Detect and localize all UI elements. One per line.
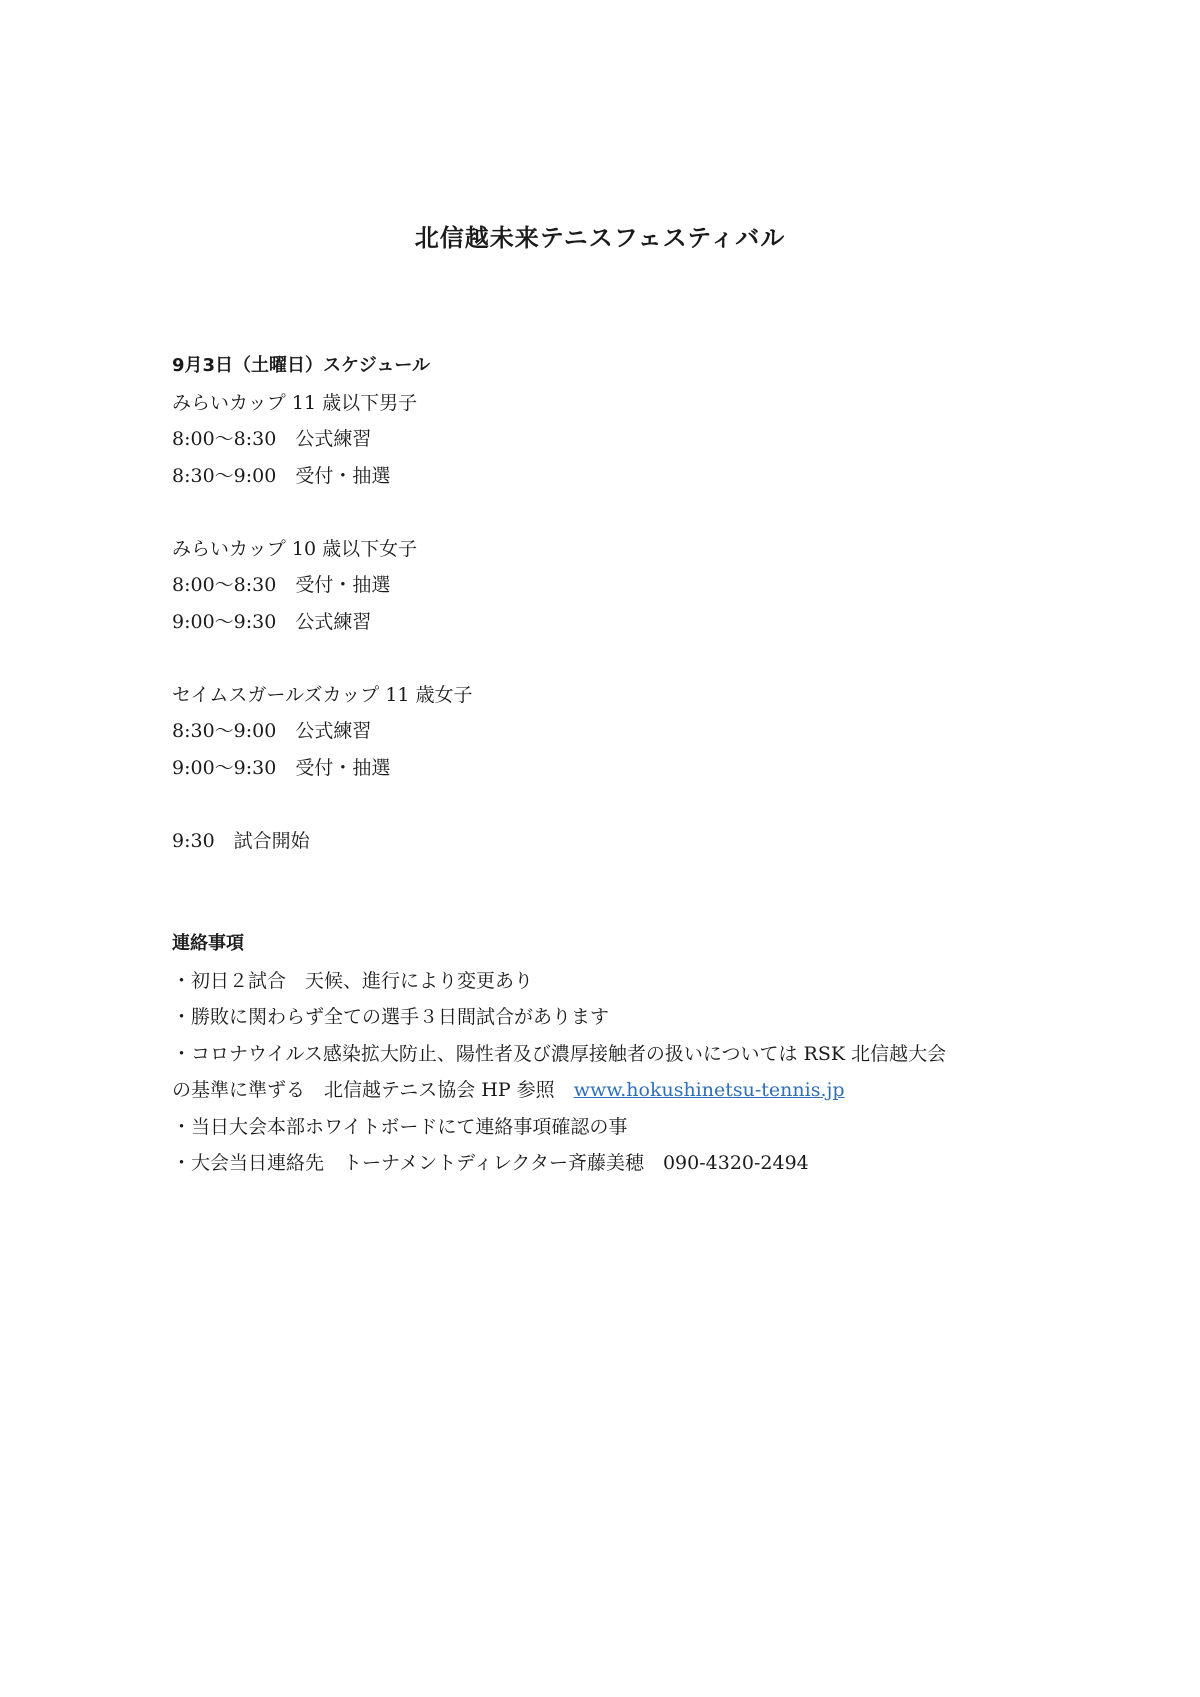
group-name: セイムスガールズカップ 11 歳女子 bbox=[172, 683, 473, 706]
document-title: 北信越未来テニスフェスティバル bbox=[414, 224, 786, 252]
note-item-continued bbox=[172, 1072, 1072, 1109]
schedule-item: 8:00〜8:30 公式練習 bbox=[172, 428, 372, 450]
association-website-link[interactable]: www.hokushinetsu-tennis.jp bbox=[573, 1079, 845, 1101]
schedule-section bbox=[172, 348, 1072, 859]
group-name: みらいカップ 10 歳以下女子 bbox=[172, 537, 418, 560]
schedule-item: 8:00〜8:30 受付・抽選 bbox=[172, 574, 391, 596]
spacer bbox=[172, 786, 1072, 823]
schedule-item: 9:00〜9:30 受付・抽選 bbox=[172, 756, 391, 779]
note-text: の基準に準ずる 北信越テニス協会 HP 参照 bbox=[172, 1079, 574, 1101]
group-name: みらいカップ 11 歳以下男子 bbox=[172, 391, 418, 414]
schedule-heading: 9月3日（土曜日）スケジュール bbox=[172, 355, 430, 376]
note-item: ・勝敗に関わらず全ての選手３日間試合があります bbox=[172, 1006, 610, 1028]
notes-section bbox=[172, 926, 1072, 1182]
note-item: ・コロナウイルス感染拡大防止、陽性者及び濃厚接触者の扱いについては RSK 北信越大会 bbox=[172, 1042, 947, 1065]
schedule-item: 8:30〜9:00 公式練習 bbox=[172, 720, 372, 742]
spacer bbox=[172, 640, 1072, 677]
schedule-item: 9:00〜9:30 公式練習 bbox=[172, 610, 372, 633]
notes-heading: 連絡事項 bbox=[172, 933, 244, 954]
match-start: 9:30 試合開始 bbox=[172, 829, 310, 852]
note-item: ・当日大会本部ホワイトボードにて連絡事項確認の事 bbox=[172, 1115, 628, 1138]
schedule-item: 8:30〜9:00 受付・抽選 bbox=[172, 464, 391, 487]
note-item: ・大会当日連絡先 トーナメントディレクター斉藤美穂 090-4320-2494 bbox=[172, 1152, 809, 1174]
spacer bbox=[172, 494, 1072, 531]
note-item: ・初日２試合 天候、進行により変更あり bbox=[172, 969, 534, 992]
